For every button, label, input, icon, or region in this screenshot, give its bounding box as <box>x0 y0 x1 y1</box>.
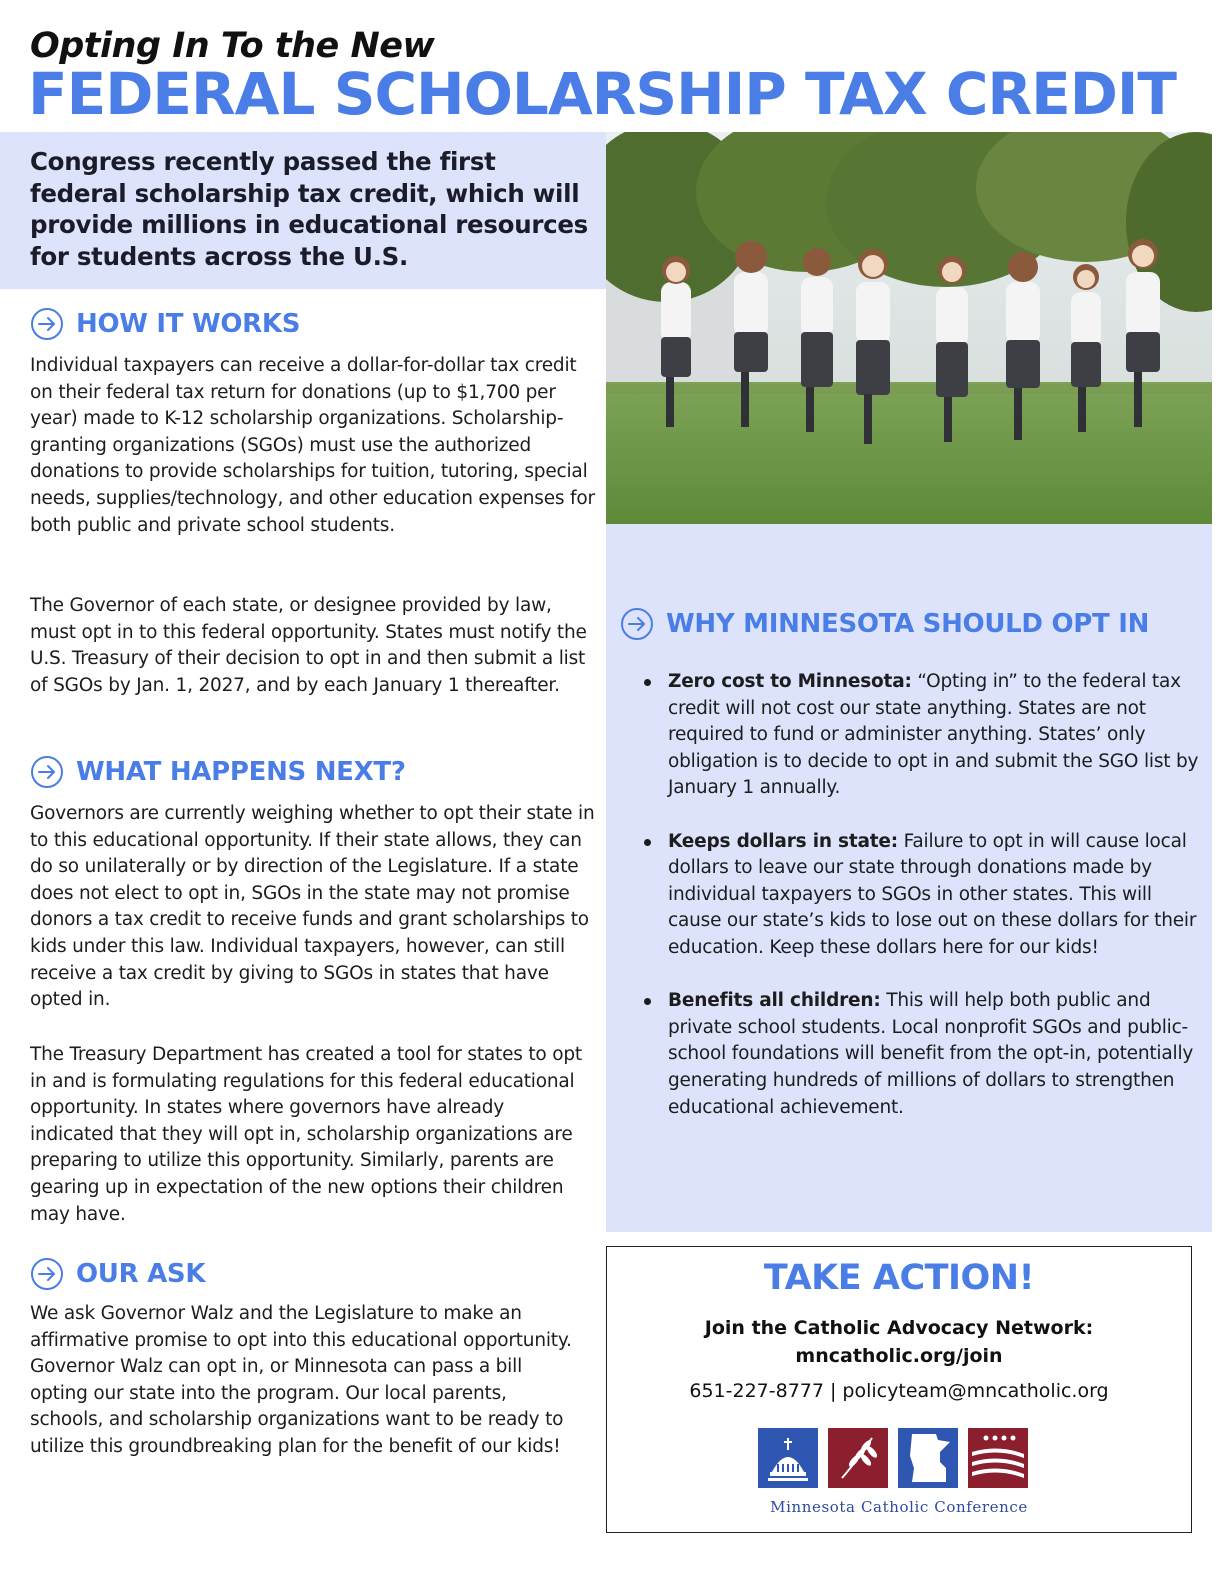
flag-icon <box>968 1428 1028 1488</box>
capitol-dome-icon <box>758 1428 818 1488</box>
bullet-dot <box>644 998 651 1005</box>
how-it-works-paragraph-2: The Governor of each state, or designee provided by law, must opt in to this federal opportunity. States must notify the U.S. Treasury of their decision to opt in and then submit a list of SGOs by Jan. 1, 2027, and by each January 1 thereafter. <box>30 595 587 696</box>
bullet-text: This will help both public and private school students. Local nonprofit SGOs and public-school foundations will benefit from the opt-in, potentially generating hundreds of millions of dollars to strengthen educational achievement. <box>668 990 1194 1118</box>
arrow-circle-right-icon <box>620 607 654 641</box>
bullet-text: Failure to opt in will cause local dollars to leave our state through donations made by individual taxpayers to SGOs in other states. This will cause our state’s kids to lose out on these dollars for their education. Keep these dollars here for our kids! <box>668 830 1197 958</box>
page-subtitle: Opting In To the New <box>30 26 435 66</box>
what-happens-next-paragraph-1: Governors are currently weighing whether to opt their state in to this educational opportunity. If their state allows, they can do so unilaterally or by direction of the Legislature. If a state does not elect to opt in, SGOs in the state may not promise donors a tax credit to receive funds and grant scholarships to kids under this law. Individual taxpayers, however, can still receive a tax credit by giving to SGOs in states that have opted in. <box>30 803 595 1011</box>
our-ask-heading <box>30 1257 205 1291</box>
intro-text: Congress recently passed the first federal scholarship tax credit, which will provide millions in educational resources for students across the U.S. <box>30 147 588 271</box>
bullet-keeps-dollars <box>640 829 1210 962</box>
take-action-title: TAKE ACTION! <box>763 1258 1035 1298</box>
what-happens-next-heading-text: WHAT HAPPENS NEXT? <box>76 757 406 787</box>
minnesota-map-icon <box>898 1428 958 1488</box>
join-network-link[interactable]: mncatholic.org/join <box>795 1345 1003 1367</box>
join-network-text <box>606 1314 1192 1370</box>
logo-caption: Minnesota Catholic Conference <box>770 1498 1028 1516</box>
bullet-dot <box>644 839 651 846</box>
why-opt-in-heading <box>620 607 1149 641</box>
bullet-lead: Zero cost to Minnesota: <box>668 671 912 692</box>
our-ask-paragraph: We ask Governor Walz and the Legislature to make an affirmative promise to opt into this educational opportunity. Governor Walz can opt in, or Minnesota can pass a bill opting our state into the program. Our local parents, schools, and scholarship organizations want to be ready to utilize this groundbreaking plan for the benefit of our kids! <box>30 1303 572 1457</box>
bullet-text: “Opting in” to the federal tax credit will not cost our state anything. States are not required to fund or administer anything. States’ only obligation is to decide to opt in and submit the SGO list by January 1 annually. <box>668 671 1199 799</box>
what-happens-next-heading <box>30 755 406 789</box>
how-it-works-heading-text: HOW IT WORKS <box>76 309 301 339</box>
contact-info: 651-227-8777 | policyteam@mncatholic.org <box>689 1380 1109 1402</box>
why-opt-in-list <box>640 669 1210 1148</box>
what-happens-next-paragraph-2: The Treasury Department has created a tool for states to opt in and is formulating regulations for this federal educational opportunity. In states where governors have already indicated that they will opt in, scholarship organizations are preparing to utilize this opportunity. Similarly, parents are gearing up in expectation of the new options their children may have. <box>30 1044 582 1225</box>
arrow-circle-right-icon <box>30 1257 64 1291</box>
how-it-works-heading <box>30 307 300 341</box>
bullet-benefits-all <box>640 988 1210 1121</box>
page-title: FEDERAL SCHOLARSHIP TAX CREDIT <box>28 60 1176 128</box>
our-ask-heading-text: OUR ASK <box>76 1259 206 1289</box>
bullet-zero-cost <box>640 669 1210 802</box>
join-network-label: Join the Catholic Advocacy Network: <box>704 1317 1094 1339</box>
bullet-dot <box>644 679 651 686</box>
why-opt-in-heading-text: WHY MINNESOTA SHOULD OPT IN <box>666 609 1150 639</box>
arrow-circle-right-icon <box>30 755 64 789</box>
students-running-photo <box>606 132 1212 524</box>
how-it-works-paragraph-1: Individual taxpayers can receive a dollar-for-dollar tax credit on their federal tax return for donations (up to $1,700 per year) made to K-12 scholarship organizations. Scholarship-granting organizations (SGOs) must use the authorized donations to provide scholarships for tuition, tutoring, special needs, supplies/technology, and other education expenses for both public and private school students. <box>30 355 595 536</box>
wheat-icon <box>828 1428 888 1488</box>
bullet-lead: Keeps dollars in state: <box>668 830 898 852</box>
bullet-lead: Benefits all children: <box>668 990 881 1012</box>
mcc-logo <box>758 1428 1048 1490</box>
arrow-circle-right-icon <box>30 307 64 341</box>
